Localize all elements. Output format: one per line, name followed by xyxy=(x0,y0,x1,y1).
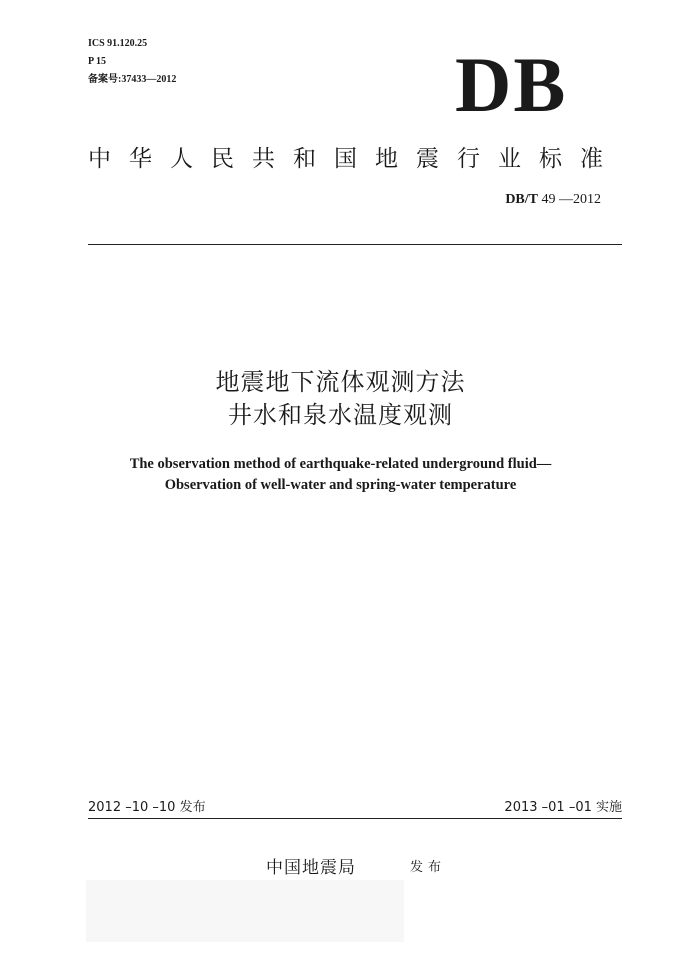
standard-code xyxy=(505,192,601,208)
chinese-title-line-2: 井水和泉水温度观测 xyxy=(228,401,453,429)
faint-background-patch xyxy=(86,880,404,942)
issue-label: 发布 xyxy=(410,860,447,875)
bottom-divider xyxy=(88,818,622,819)
filing-number: 备案号:37433—2012 xyxy=(88,74,177,85)
effective-date: 2013 –01 –01 实施 xyxy=(504,800,622,815)
chinese-title-line-1: 地震地下流体观测方法 xyxy=(215,368,466,396)
standard-code-number: 49 —2012 xyxy=(538,192,601,207)
english-title-line-2: Observation of well-water and spring-water temperature xyxy=(164,477,517,493)
standard-code-prefix: DB/T xyxy=(505,192,538,207)
db-logo: DB xyxy=(455,41,568,128)
issuing-authority: 中国地震局 xyxy=(266,858,356,878)
publish-date: 2012 –10 –10 发布 xyxy=(88,800,206,815)
ics-code: ICS 91.120.25 xyxy=(88,38,148,49)
english-title-line-1: The observation method of earthquake-related underground fluid— xyxy=(129,456,552,472)
top-divider xyxy=(88,244,622,245)
standard-series-title: 中华人民共和国地震行业标准 xyxy=(88,146,621,172)
classification-code: P 15 xyxy=(88,56,107,67)
